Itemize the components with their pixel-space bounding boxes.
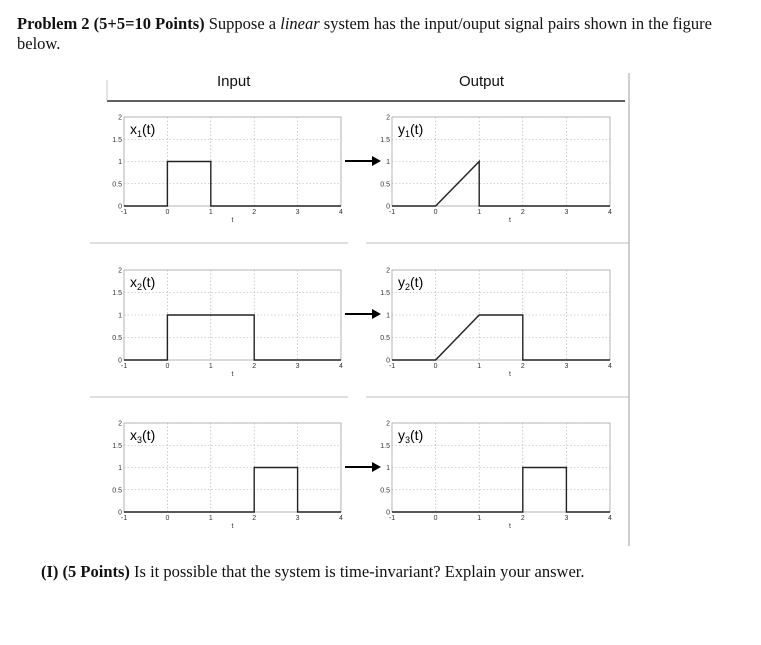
y-tick-label: 2	[118, 267, 122, 275]
figure-frame	[90, 73, 629, 546]
problem-text-before: Suppose a	[204, 14, 281, 33]
y-tick-label: 1.5	[112, 136, 122, 144]
y-tick-label: 1.5	[112, 290, 122, 297]
y-tick-label: 1	[118, 465, 122, 472]
x-tick-label: 4	[339, 515, 343, 522]
y-tick-label: 2	[118, 420, 122, 428]
y-tick-label: 0.5	[112, 181, 122, 189]
signal-label: $y_1(t)$	[398, 121, 424, 139]
y-tick-label: 1	[118, 159, 122, 166]
y-tick-label: 0.5	[380, 487, 390, 495]
plot-y2	[380, 268, 612, 379]
question-text: Is it possible that the system is time-invariant? Explain your answer.	[129, 562, 585, 581]
y-tick-label: 2	[386, 114, 390, 122]
plot-x3	[112, 421, 343, 531]
plot-y1	[380, 115, 612, 225]
x-tick-label: 2	[520, 209, 525, 216]
x-tick-label: 3	[295, 363, 300, 370]
arrow-head	[372, 156, 381, 166]
signal-label: $x_1(t)$	[130, 121, 156, 139]
x-tick-label: -1	[388, 209, 396, 216]
x-tick-label: -1	[120, 363, 128, 370]
x-tick-label: 4	[608, 209, 612, 216]
x-tick-label: 1	[477, 515, 482, 522]
x-tick-label: 1	[477, 363, 482, 370]
x-tick-label: 2	[252, 363, 257, 370]
y-tick-label: 0	[386, 509, 390, 517]
x-axis-label: t	[231, 217, 234, 224]
plot-x2	[112, 268, 343, 379]
x-tick-label: 1	[208, 209, 213, 216]
y-tick-label: 0.5	[380, 181, 390, 189]
x-tick-label: 1	[208, 363, 213, 370]
x-axis-label: t	[509, 523, 511, 530]
x-tick-label: 2	[520, 363, 525, 370]
x-axis-label: t	[509, 371, 511, 378]
y-tick-label: 0.5	[380, 335, 390, 342]
y-tick-label: 0.5	[112, 335, 122, 342]
y-tick-label: 1.5	[380, 136, 390, 144]
problem-label: Problem 2 (5+5=10 Points)	[17, 14, 205, 33]
x-tick-label: 3	[564, 209, 569, 216]
x-tick-label: -1	[120, 515, 128, 522]
mapping-arrow-1	[345, 156, 381, 166]
y-tick-label: 0.5	[112, 487, 122, 495]
x-tick-label: 4	[339, 209, 343, 216]
x-tick-label: 2	[520, 515, 525, 522]
arrow-head	[372, 462, 381, 472]
x-axis-label: t	[231, 371, 234, 378]
x-tick-label: -1	[388, 515, 396, 522]
y-tick-label: 0	[118, 357, 122, 365]
y-tick-label: 2	[118, 114, 122, 122]
y-tick-label: 0	[118, 203, 122, 211]
x-tick-label: 3	[564, 363, 569, 370]
x-tick-label: -1	[120, 209, 128, 216]
y-tick-label: 1.5	[380, 442, 390, 450]
signal-label: $y_3(t)$	[398, 427, 424, 445]
x-axis-label: t	[509, 217, 511, 224]
x-tick-label: 0	[165, 209, 170, 216]
x-tick-label: 0	[165, 363, 170, 370]
x-tick-label: 4	[339, 363, 343, 370]
x-tick-label: 3	[564, 515, 569, 522]
problem-emphasis: linear	[280, 14, 320, 33]
x-tick-label: 4	[608, 515, 612, 522]
arrow-head	[372, 309, 381, 319]
signal-label: $x_2(t)$	[130, 274, 156, 292]
problem-text-after: system has the input/ouput signal pairs shown in the figure below.	[17, 14, 712, 53]
x-tick-label: 4	[608, 363, 612, 370]
y-tick-label: 0	[386, 203, 390, 211]
x-tick-label: 0	[433, 363, 438, 370]
mapping-arrow-2	[345, 309, 381, 319]
output-column-header: Output	[459, 73, 505, 90]
x-tick-label: 3	[295, 209, 300, 216]
x-tick-label: -1	[388, 363, 396, 370]
y-tick-label: 1	[386, 159, 390, 166]
y-tick-label: 1	[118, 312, 122, 320]
x-tick-label: 0	[433, 209, 438, 216]
plot-x1	[112, 115, 343, 225]
x-tick-label: 2	[252, 209, 257, 216]
x-axis-label: t	[231, 523, 234, 530]
signal-label: $y_2(t)$	[398, 274, 424, 292]
plot-y3	[380, 421, 612, 531]
y-tick-label: 1	[386, 312, 390, 320]
y-tick-label: 1	[386, 465, 390, 472]
x-tick-label: 1	[477, 209, 482, 216]
plot-panels	[112, 115, 612, 531]
question-label: (I) (5 Points)	[41, 562, 130, 581]
y-tick-label: 1.5	[380, 290, 390, 297]
x-tick-label: 0	[165, 515, 170, 522]
x-tick-label: 0	[433, 515, 438, 522]
y-tick-label: 0	[118, 509, 122, 517]
x-tick-label: 3	[295, 515, 300, 522]
y-tick-label: 1.5	[112, 442, 122, 450]
y-tick-label: 0	[386, 357, 390, 365]
question-one	[41, 562, 585, 582]
y-tick-label: 2	[386, 420, 390, 428]
x-tick-label: 2	[252, 515, 257, 522]
mapping-arrow-3	[345, 462, 381, 472]
signal-label: $x_3(t)$	[130, 427, 156, 445]
input-column-header: Input	[217, 73, 251, 90]
y-tick-label: 2	[386, 267, 390, 275]
x-tick-label: 1	[208, 515, 213, 522]
